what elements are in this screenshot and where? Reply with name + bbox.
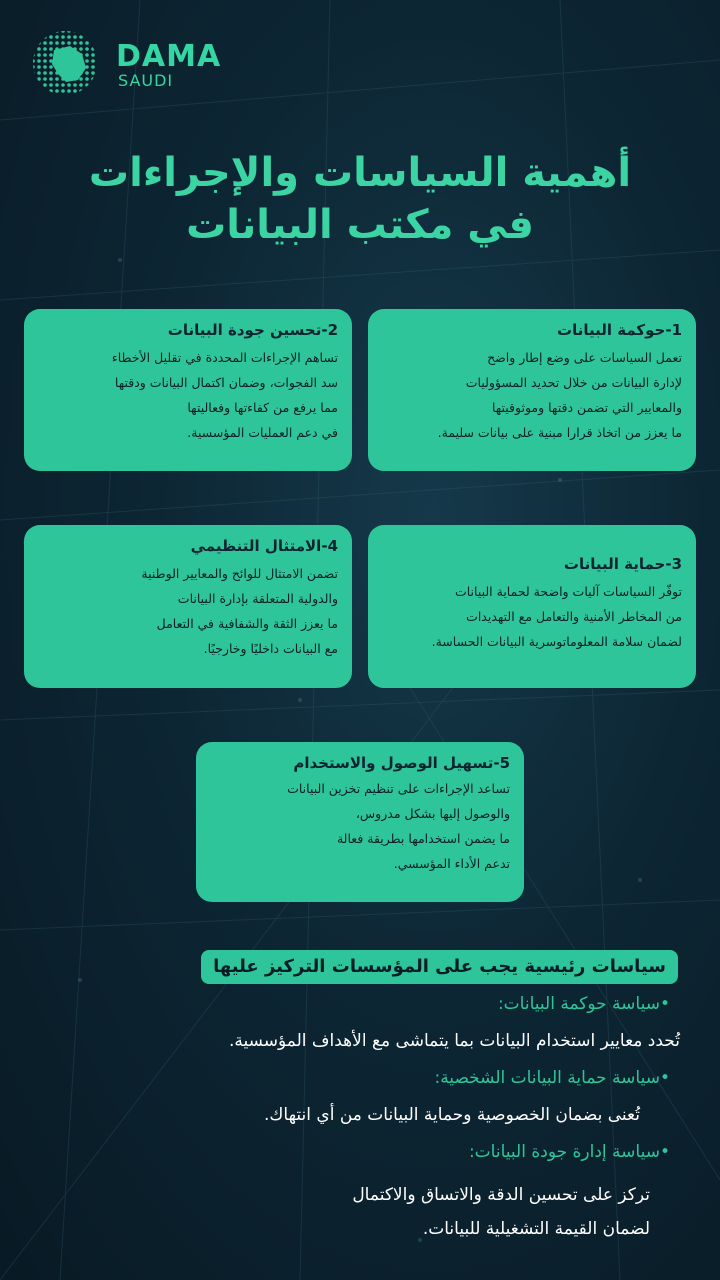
card-line: سد الفجوات، وضمان اكتمال البيانات ودقتها xyxy=(114,375,338,390)
policy-text-governance xyxy=(229,1024,680,1058)
card-title: 5-تسهيل الوصول والاستخدام xyxy=(293,754,510,772)
card-line: تساهم الإجراءات المحددة في تقليل الأخطاء xyxy=(111,350,338,365)
card-line: ما يعزز من اتخاذ قرارا مبنية على بيانات سليمة. xyxy=(437,425,682,440)
policy-line: تُعنى بضمان الخصوصية وحماية البيانات من أي انتهاك. xyxy=(263,1105,640,1125)
policy-title-quality: •سياسة إدارة جودة البيانات: xyxy=(468,1142,670,1162)
card-line: والدولية المتعلقة بإدارة البيانات xyxy=(177,591,338,606)
card-line: من المخاطر الأمنية والتعامل مع التهديدات xyxy=(466,609,682,624)
card-text xyxy=(382,579,682,654)
card-line: تعمل السياسات على وضع إطار واضح xyxy=(487,350,682,365)
card-line: ما يضمن استخدامها بطريقة فعالة xyxy=(336,831,510,846)
card-line: ما يعزز الثقة والشفافية في التعامل xyxy=(156,616,338,631)
policy-line: تُحدد معايير استخدام البيانات بما يتماشى مع الأهداف المؤسسية. xyxy=(228,1031,680,1051)
card-line: والوصول إليها بشكل مدروس، xyxy=(355,806,510,821)
policies-heading: سياسات رئيسية يجب على المؤسسات التركيز عليها xyxy=(201,950,678,984)
card-line: تدعم الأداء المؤسسي. xyxy=(393,856,510,871)
dama-saudi-logo xyxy=(30,28,250,98)
page-title-line1: أهمية السياسات والإجراءات xyxy=(88,150,632,196)
globe-map-icon xyxy=(30,28,100,98)
card-line: تضمن الامتثال للوائح والمعايير الوطنية xyxy=(141,566,338,581)
card-line: مع البيانات داخليًا وخارجيًا. xyxy=(203,641,338,656)
card-data-governance xyxy=(368,309,696,471)
policy-line: لضمان القيمة التشغيلية للبيانات. xyxy=(422,1219,650,1239)
card-text xyxy=(38,345,338,445)
card-title: 2-تحسين جودة البيانات xyxy=(167,321,338,339)
card-access-and-use xyxy=(196,742,524,902)
page-title-line2: في مكتب البيانات xyxy=(186,202,534,248)
card-line: لإدارة البيانات من خلال تحديد المسؤوليات xyxy=(465,375,682,390)
card-data-protection xyxy=(368,525,696,688)
logo-subtitle: SAUDI xyxy=(118,71,174,90)
logo-wordmark: DAMA xyxy=(116,39,222,74)
card-line: لضمان سلامة المعلوماتوسرية البيانات الحساسة. xyxy=(431,634,682,649)
card-title: 4-الامتثال التنظيمي xyxy=(190,537,338,555)
policy-line: تركز على تحسين الدقة والاتساق والاكتمال xyxy=(352,1185,650,1205)
card-line: توفّر السياسات آليات واضحة لحماية البيانات xyxy=(454,584,682,599)
policy-text-quality xyxy=(352,1178,650,1246)
policy-title-personal-data: •سياسة حماية البيانات الشخصية: xyxy=(434,1068,670,1088)
card-text xyxy=(382,345,682,445)
card-title: 1-حوكمة البيانات xyxy=(557,321,682,339)
card-line: في دعم العمليات المؤسسية. xyxy=(187,425,338,440)
policy-text-personal-data xyxy=(264,1098,640,1132)
card-line: مما يرفع من كفاءتها وفعاليتها xyxy=(187,400,338,415)
card-text xyxy=(210,776,510,876)
policy-title-governance: •سياسة حوكمة البيانات: xyxy=(497,994,670,1014)
card-data-quality xyxy=(24,309,352,471)
card-regulatory-compliance xyxy=(24,525,352,688)
card-line: والمعايير التي تضمن دقتها وموثوقيتها xyxy=(491,400,682,415)
card-text xyxy=(38,561,338,661)
card-line: تساعد الإجراءات على تنظيم تخزين البيانات xyxy=(287,781,510,796)
card-title: 3-حماية البيانات xyxy=(563,555,682,573)
